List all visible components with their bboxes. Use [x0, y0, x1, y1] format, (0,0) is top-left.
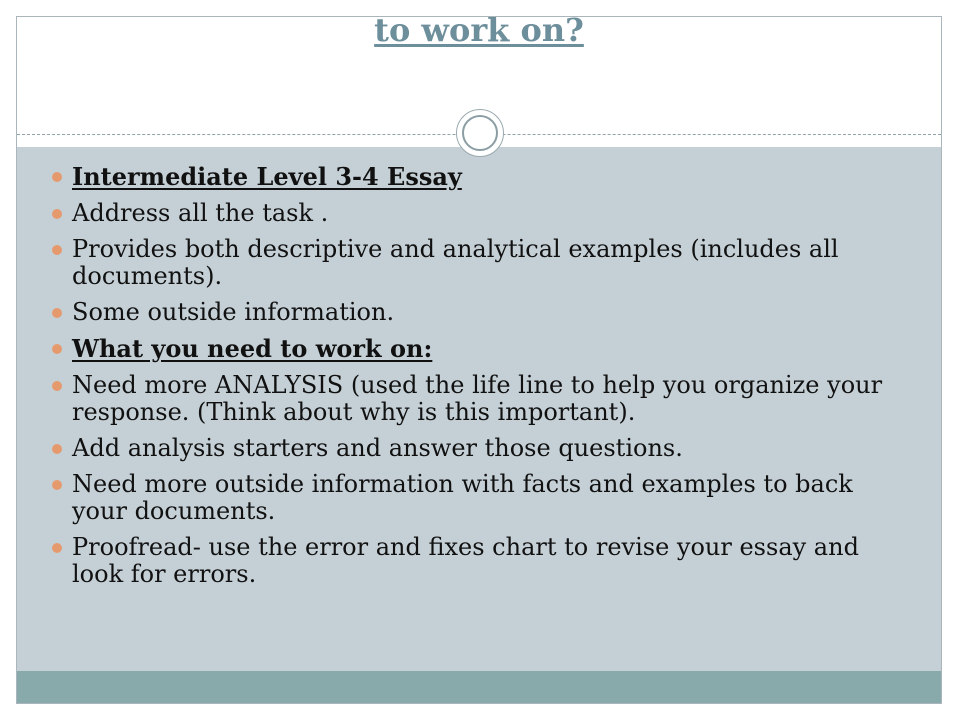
bullet-text: Some outside information.	[72, 298, 395, 326]
footer-band	[17, 671, 941, 704]
bullet-dot-icon	[52, 308, 62, 318]
bullet-item	[52, 163, 892, 191]
bullet-item	[52, 471, 892, 525]
bullet-dot-icon	[52, 381, 62, 391]
bullet-dot-icon	[52, 444, 62, 454]
bullet-dot-icon	[52, 245, 62, 255]
bullet-item	[52, 534, 892, 588]
bullet-dot-icon	[52, 209, 62, 219]
bullet-text: Provides both descriptive and analytical examples (includes all documents).	[72, 235, 839, 290]
bullet-dot-icon	[52, 344, 62, 354]
bullet-item	[52, 200, 892, 227]
bullet-text: What you need to work on:	[72, 334, 433, 363]
ring-ornament-icon	[456, 109, 504, 157]
bullet-list	[52, 163, 892, 597]
bullet-item	[52, 236, 892, 290]
bullet-item	[52, 299, 892, 326]
bullet-text: Intermediate Level 3-4 Essay	[72, 162, 462, 191]
bullet-dot-icon	[52, 172, 62, 182]
bullet-dot-icon	[52, 543, 62, 553]
bullet-dot-icon	[52, 480, 62, 490]
bullet-item	[52, 435, 892, 462]
bullet-item	[52, 335, 892, 363]
bullet-text: Add analysis starters and answer those questions.	[72, 434, 683, 462]
slide	[16, 16, 942, 704]
bullet-text: Need more ANALYSIS (used the life line to help you organize your response. (Think about why is this important).	[72, 371, 883, 426]
bullet-text: Need more outside information with facts and examples to back your documents.	[72, 470, 853, 525]
bullet-text: Proofread- use the error and fixes chart to revise your essay and look for errors.	[72, 533, 859, 588]
bullet-text: Address all the task .	[72, 199, 329, 227]
bullet-item	[52, 372, 892, 426]
slide-title: to work on?	[374, 16, 584, 49]
